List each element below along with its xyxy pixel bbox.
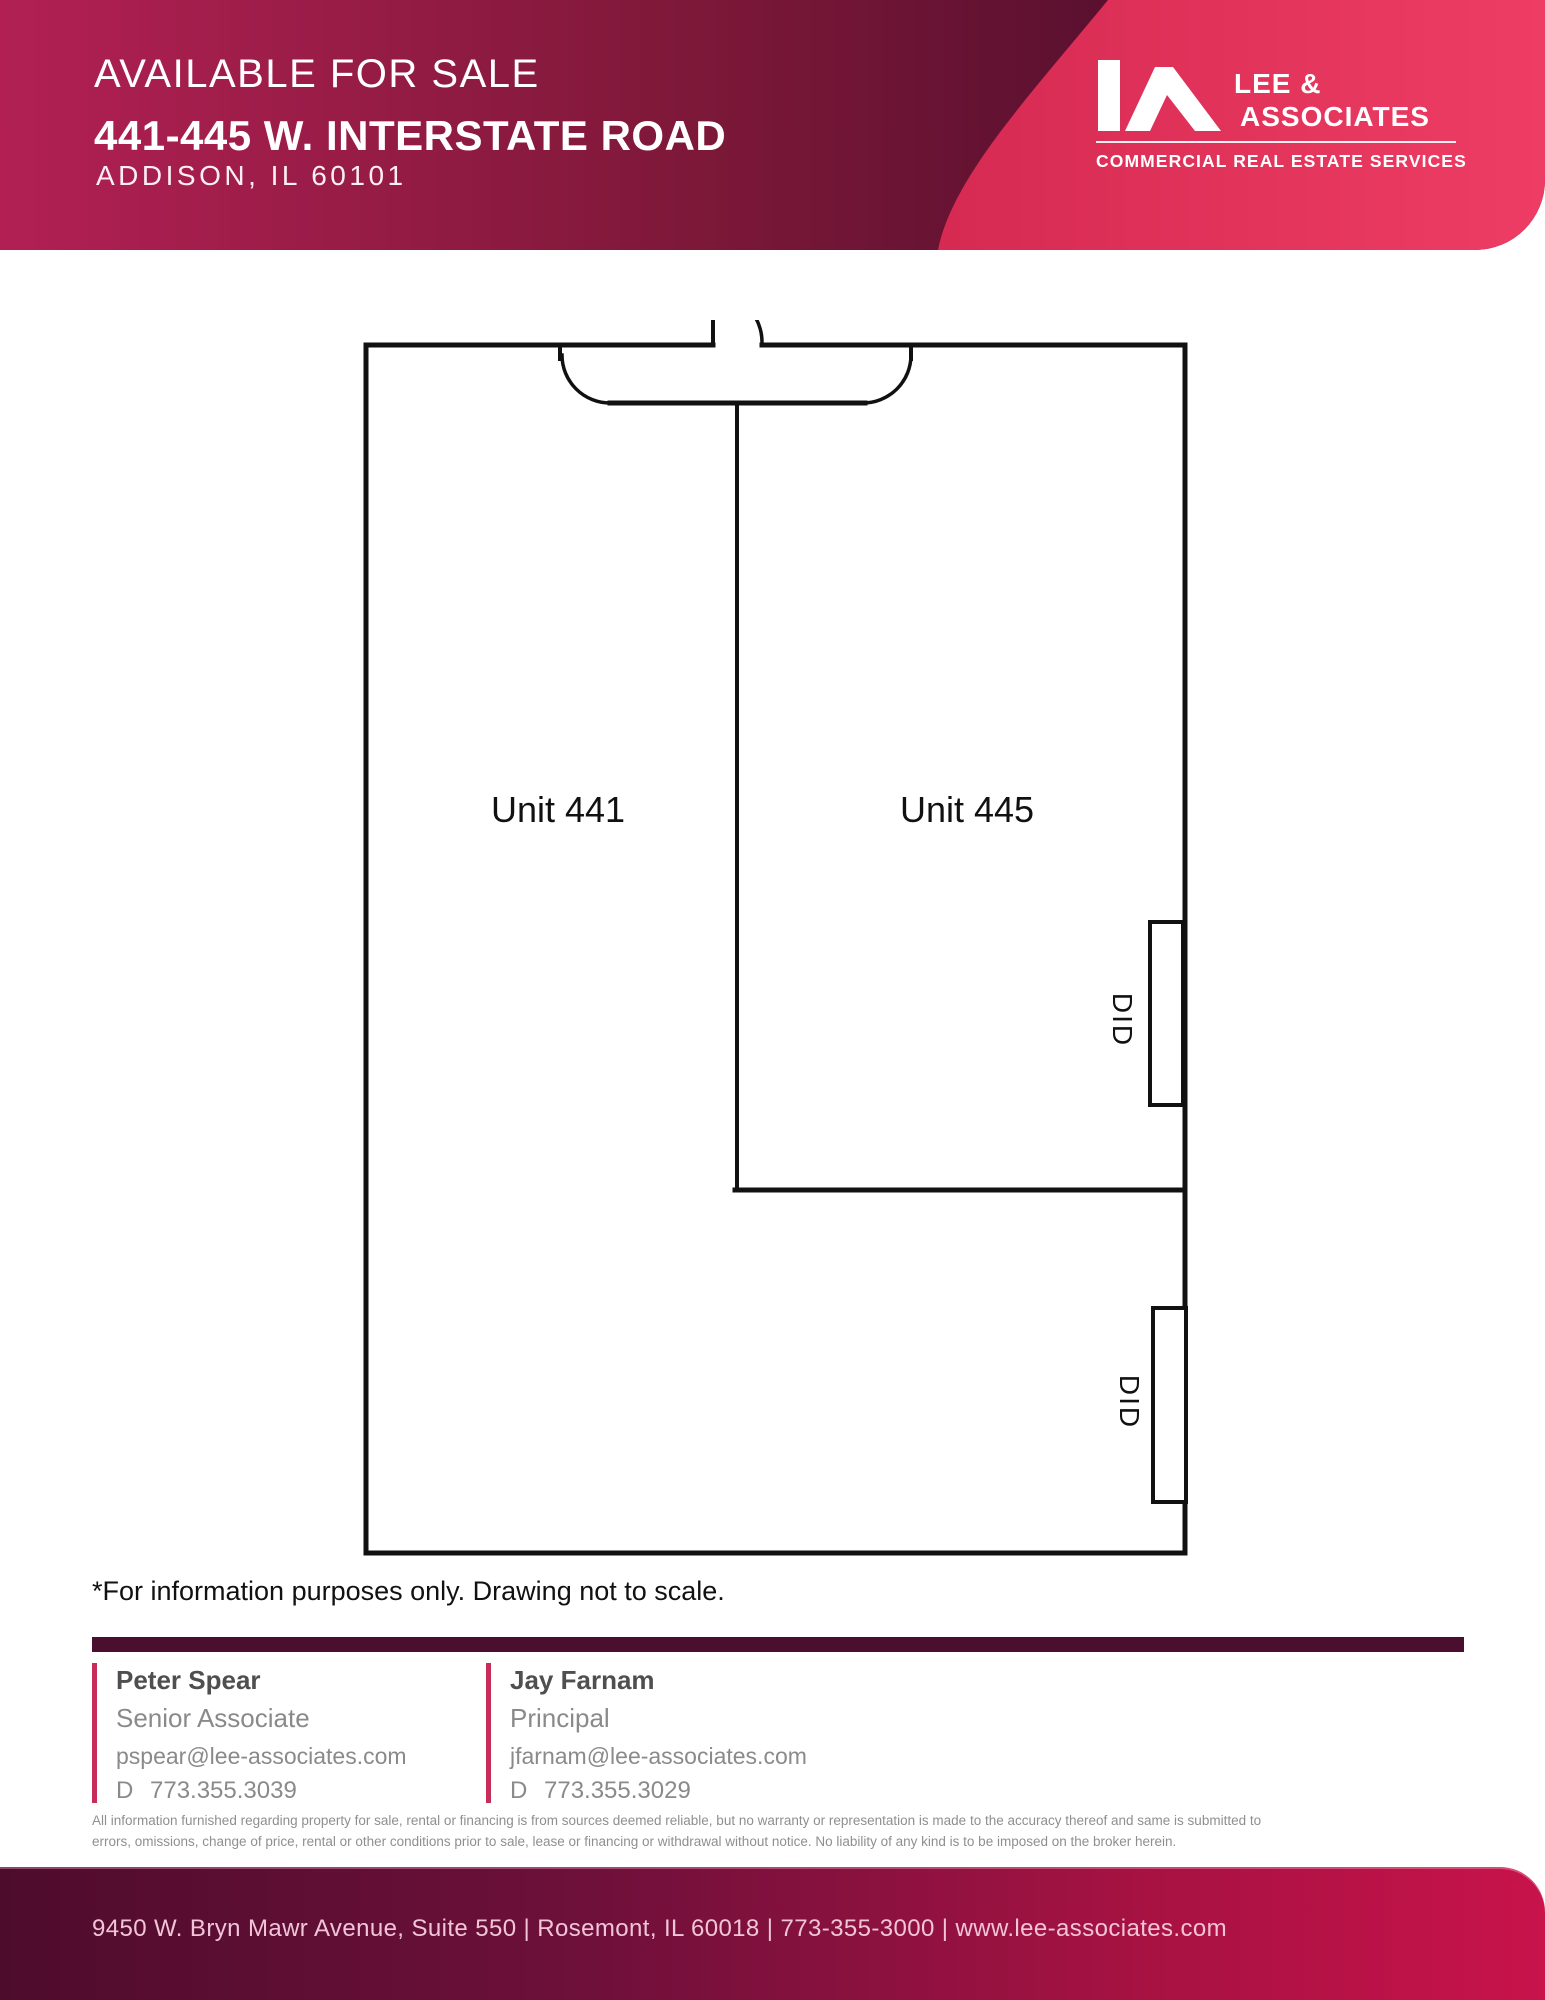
contact-phone — [510, 1777, 840, 1805]
drive-in-door-2-label: DID — [1114, 1374, 1145, 1430]
phone-number: 773.355.3029 — [544, 1777, 691, 1804]
unit-445-label: Unit 445 — [899, 789, 1035, 830]
contact-card-peter-spear — [92, 1663, 446, 1803]
logo-name-line2: ASSOCIATES — [1240, 101, 1430, 132]
drive-in-door-1-label: DID — [1107, 992, 1138, 1048]
floor-plan-drawing — [330, 320, 1220, 1570]
lee-associates-logo-icon — [1096, 58, 1223, 133]
contact-name: Jay Farnam — [510, 1665, 655, 1695]
phone-number: 773.355.3039 — [150, 1777, 297, 1804]
legal-disclaimer-line1: All information furnished regarding property for sale, rental or financing is from sources deemed reliable, but no warranty or representation is made to the accuracy thereof and same is submitted to — [92, 1813, 1262, 1828]
contact-title: Principal — [510, 1703, 610, 1733]
direct-line-label: D — [116, 1777, 134, 1804]
entry-door-swing-arc — [713, 320, 762, 342]
contact-email-link[interactable]: pspear@lee-associates.com — [116, 1743, 407, 1769]
contact-title: Senior Associate — [116, 1703, 310, 1733]
logo-name-line1: LEE & — [1234, 68, 1322, 99]
section-divider-bar — [92, 1637, 1464, 1652]
availability-title: AVAILABLE FOR SALE — [94, 52, 540, 96]
property-city: ADDISON, IL 60101 — [96, 160, 407, 191]
property-address: 441-445 W. INTERSTATE ROAD — [94, 112, 727, 159]
office-address-line[interactable]: 9450 W. Bryn Mawr Avenue, Suite 550 | Rosemont, IL 60018 | 773-355-3000 | www.lee-associates.com — [92, 1915, 1228, 1942]
contact-phone — [116, 1777, 446, 1805]
contact-card-jay-farnam — [486, 1663, 840, 1803]
unit-441-label: Unit 441 — [490, 789, 626, 830]
header-band — [0, 0, 1545, 250]
vestibule-arc-left — [562, 355, 610, 403]
drive-in-door-1 — [1150, 922, 1183, 1105]
legal-disclaimer — [92, 1810, 1492, 1852]
drive-in-door-2 — [1153, 1308, 1186, 1502]
direct-line-label: D — [510, 1777, 528, 1804]
contact-email-link[interactable]: jfarnam@lee-associates.com — [510, 1743, 807, 1769]
footer-band — [0, 1867, 1545, 2000]
drawing-disclaimer-note: *For information purposes only. Drawing not to scale. — [92, 1576, 725, 1606]
logo-tagline: COMMERCIAL REAL ESTATE SERVICES — [1096, 151, 1467, 171]
outer-walls — [366, 345, 1185, 1553]
logo-divider-rule — [1096, 141, 1456, 143]
vestibule-arc-right — [863, 355, 911, 403]
legal-disclaimer-line2: errors, omissions, change of price, rental or other conditions prior to sale, lease or financing or withdrawal without notice. No liability of any kind is to be imposed on the broker herein. — [92, 1834, 1177, 1849]
contact-name: Peter Spear — [116, 1665, 261, 1695]
